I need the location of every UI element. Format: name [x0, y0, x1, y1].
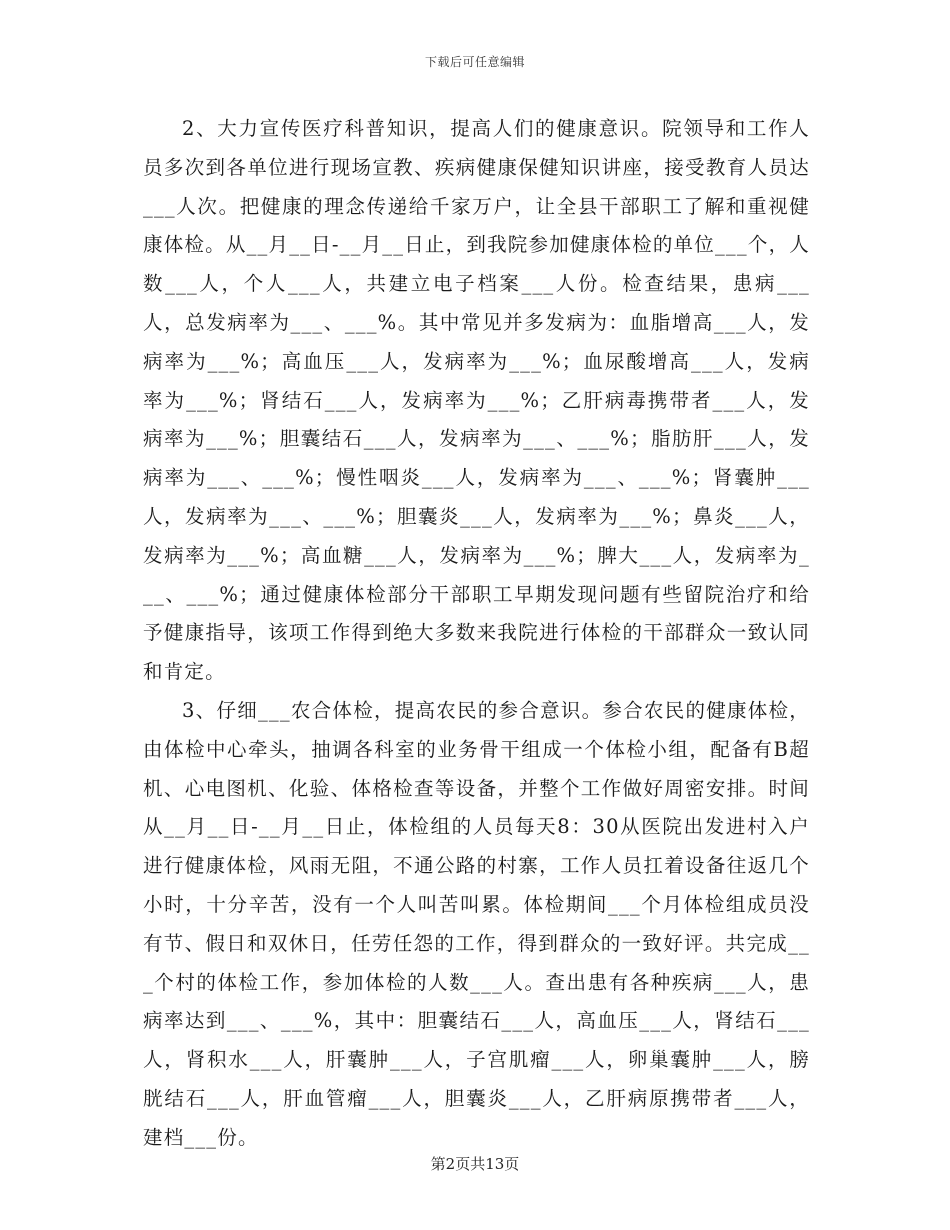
- paragraph-health-education: 2、大力宣传医疗科普知识，提高人们的健康意识。院领导和工作人员多次到各单位进行现场宣教、疾病健康保健知识讲座，接受教育人员达___人次。把健康的理念传递给千家万户，让全县干部职工了解和重视健康体检。从__月__日-__月__日止，到我院参加健康体检的单位___个，人数___人，个人___人，共建立电子档案___人份。检查结果，患病___人，总发病率为___、___%。其中常见并多发病为：血脂增高___人，发病率为___%；高血压___人，发病率为___%；血尿酸增高___人，发病率为___%；肾结石___人，发病率为___%；乙肝病毒携带者___人，发病率为___%；胆囊结石___人，发病率为___、___%；脂肪肝___人，发病率为___、___%；慢性咽炎___人，发病率为___、___%；肾囊肿___人，发病率为___、___%；胆囊炎___人，发病率为___%；鼻炎___人，发病率为___%；高血糖___人，发病率为___%；脾大___人，发病率为___、___%；通过健康体检部分干部职工早期发现问题有些留院治疗和给予健康指导，该项工作得到绝大多数来我院进行体检的干部群众一致认同和肯定。: [143, 117, 810, 684]
- paragraph-rural-checkup: 3、仔细___农合体检，提高农民的参合意识。参合农民的健康体检，由体检中心牵头，抽调各科室的业务骨干组成一个体检小组，配备有B超机、心电图机、化验、体格检查等设备，并整个工作做好周密安排。时间从__月__日-__月__日止，体检组的人员每天8：30从医院出发进村入户进行健康体检，风雨无阻，不通公路的村寨，工作人员扛着设备往返几个小时，十分辛苦，没有一个人叫苦叫累。体检期间___个月体检组成员没有节、假日和双休日，任劳任怨的工作，得到群众的一致好评。共完成___个村的体检工作，参加体检的人数___人。查出患有各种疾病___人，患病率达到___、___%，其中：胆囊结石___人，高血压___人，肾结石___人，肾积水___人，肝囊肿___人，子宫肌瘤___人，卵巢囊肿___人，膀胱结石___人，肝血管瘤___人，胆囊炎___人，乙肝病原携带者___人，建档___份。: [143, 698, 810, 1149]
- document-body: [143, 110, 810, 1158]
- page-header-note: 下载后可任意编辑: [424, 55, 525, 69]
- page-number: 第2页共13页: [430, 1155, 520, 1173]
